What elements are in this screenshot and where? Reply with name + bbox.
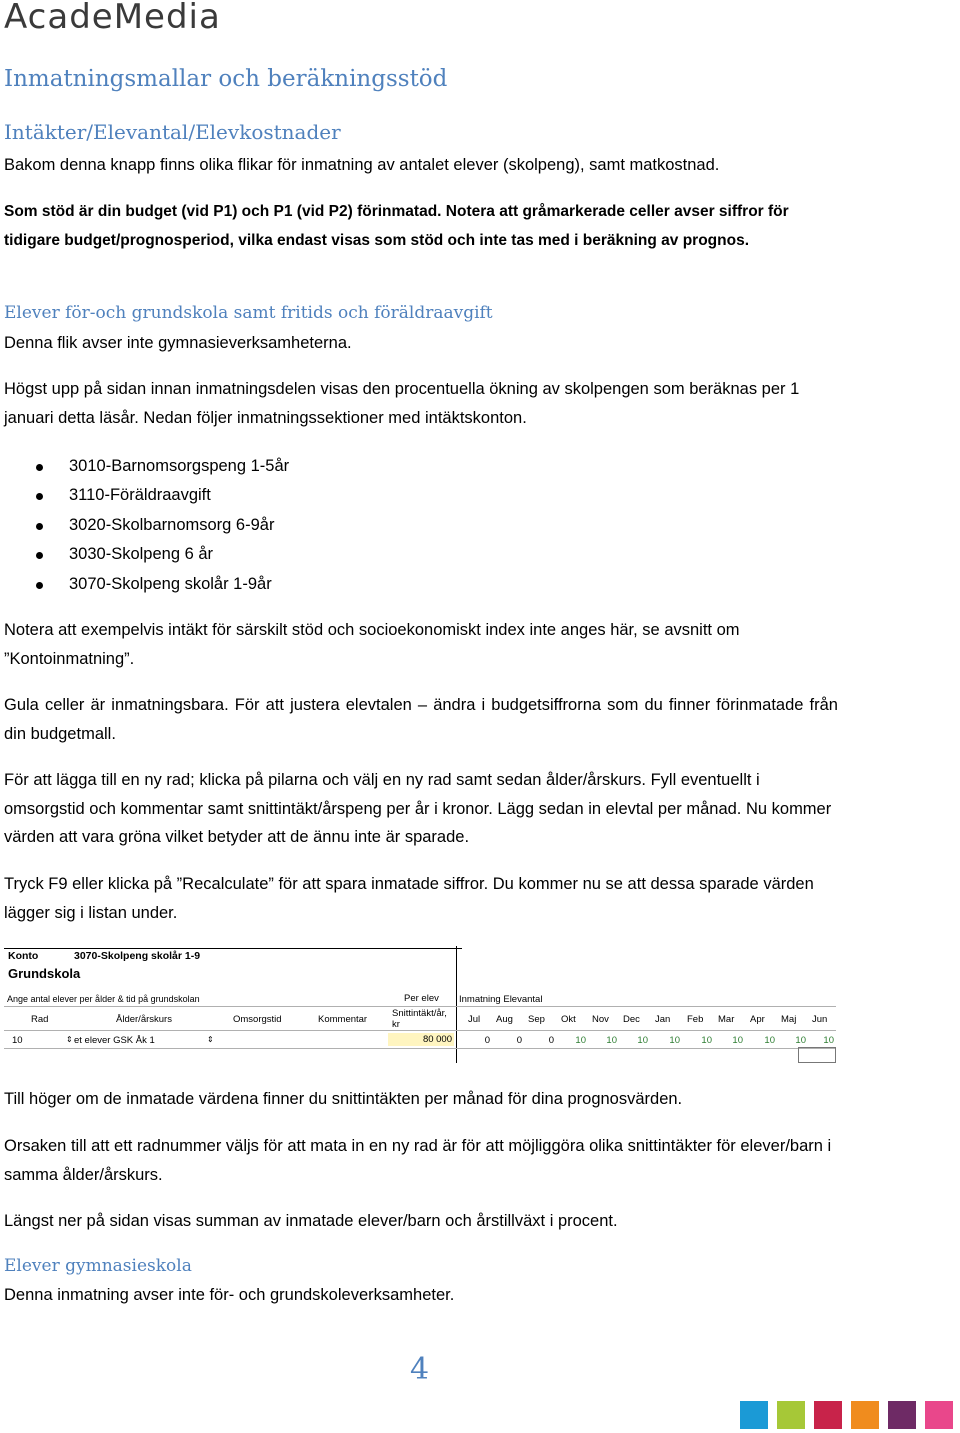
bullet-icon: [36, 523, 43, 530]
month-dec: Dec: [623, 1014, 640, 1025]
footer-color-square: [740, 1401, 768, 1429]
footer-color-square: [925, 1401, 953, 1429]
sheet-subheader: Ange antal elever per ålder & tid på grundskolan: [7, 994, 200, 1004]
row-jan[interactable]: 10: [669, 1035, 680, 1046]
page-title: Inmatningsmallar och beräkningsstöd: [4, 66, 448, 92]
spreadsheet-screenshot: [4, 946, 836, 1063]
col-kommentar: Kommentar: [318, 1014, 368, 1025]
footer-color-square: [851, 1401, 879, 1429]
month-okt: Okt: [561, 1014, 576, 1025]
paragraph-not-gymnasium: Denna flik avser inte gymnasieverksamheterna.: [4, 334, 352, 352]
bullet-icon: [36, 493, 43, 500]
month-jan: Jan: [655, 1014, 671, 1025]
paragraph-radnummer: Orsaken till att ett radnummer väljs för att mata in en ny rad är för att möjliggöra olika snittintäkter för elever/barn i samma ålder/årskurs.: [4, 1137, 832, 1184]
paragraph-snittintakt: Till höger om de inmatade värdena finner du snittintäkten per månad för dina prognosvärden.: [4, 1090, 683, 1108]
col-snitt: Snittintäkt/år, kr: [392, 1008, 447, 1030]
per-elev-header: Per elev: [404, 993, 439, 1004]
paragraph-recalculate: Tryck F9 eller klicka på ”Recalculate” för att spara inmatade siffror. Du kommer nu se att dessa sparade värden lägger sig i listan under.: [4, 875, 814, 922]
section-heading-intakter: Intäkter/Elevantal/Elevkostnader: [4, 120, 341, 144]
row-alder[interactable]: et elever GSK Åk 1: [74, 1035, 155, 1046]
academedia-logo: AcadeMedia: [4, 0, 221, 37]
account-list: [0, 452, 289, 599]
month-jul: Jul: [468, 1014, 481, 1025]
paragraph-gymnasium: Denna inmatning avser inte för- och grundskoleverksamheter.: [4, 1286, 455, 1304]
section-heading-gymnasieskola: Elever gymnasieskola: [4, 1256, 192, 1276]
row-okt[interactable]: 10: [575, 1035, 586, 1046]
paragraph-note-kontoinmatning: Notera att exempelvis intäkt för särskilt stöd och socioekonomiskt index inte anges här, se avsnitt om ”Kontoinmatning”.: [4, 621, 740, 668]
month-aug: Aug: [496, 1014, 513, 1025]
support-paragraph: Som stöd är din budget (vid P1) och P1 (vid P2) förinmatad. Notera att gråmarkerade celler avser siffror för tidigare budget/prognosperiod, vilka endast visas som stöd och inte tas med i beräkning av prognos.: [4, 203, 789, 249]
konto-value: 3070-Skolpeng skolår 1-9: [74, 950, 201, 962]
footer-color-square: [814, 1401, 842, 1429]
footer-color-square: [888, 1401, 916, 1429]
bullet-icon: [36, 552, 43, 559]
col-omsorg: Omsorgstid: [233, 1014, 282, 1025]
paragraph-yellow-cells: Gula celler är inmatningsbara. För att justera elevtalen – ändra i budgetsiffrorna som du finner förinmatade från din budgetmall.: [4, 696, 838, 743]
bullet-icon: [36, 464, 43, 471]
month-maj: Maj: [781, 1014, 797, 1025]
row-jul[interactable]: 0: [484, 1035, 490, 1046]
konto-label: Konto: [8, 950, 39, 962]
month-sep: Sep: [528, 1014, 545, 1025]
month-mar: Mar: [718, 1014, 735, 1025]
paragraph-skolpeng-increase: Högst upp på sidan innan inmatningsdelen visas den procentuella ökning av skolpengen som beräknas per 1 januari detta läsår. Nedan följer inmatningssektioner med intäktskonton.: [4, 380, 800, 427]
page-number: 4: [410, 1352, 430, 1387]
row-apr[interactable]: 10: [764, 1035, 775, 1046]
selected-cell[interactable]: [798, 1047, 836, 1063]
paragraph-summa: Längst ner på sidan visas summan av inmatade elever/barn och årstillväxt i procent.: [4, 1212, 618, 1230]
intro-paragraph: Bakom denna knapp finns olika flikar för inmatning av antalet elever (skolpeng), samt matkostnad.: [4, 156, 720, 174]
month-apr: Apr: [750, 1014, 765, 1025]
row-dec[interactable]: 10: [637, 1035, 648, 1046]
row-maj[interactable]: 10: [795, 1035, 806, 1046]
row-mar[interactable]: 10: [732, 1035, 743, 1046]
list-item: 3020-Skolbarnomsorg 6-9år: [0, 511, 289, 540]
row-jun[interactable]: 10: [823, 1035, 834, 1046]
list-item: 3030-Skolpeng 6 år: [0, 540, 289, 569]
footer-color-square: [777, 1401, 805, 1429]
list-item: 3010-Barnomsorgspeng 1-5år: [0, 452, 289, 481]
list-item: 3070-Skolpeng skolår 1-9år: [0, 570, 289, 599]
inmatning-header: Inmatning Elevantal: [459, 994, 543, 1005]
row-dropdown-icon[interactable]: ⇕: [207, 1035, 214, 1044]
section-heading-grundskola: Elever för-och grundskola samt fritids och föräldraavgift: [4, 303, 493, 323]
row-spinner-icon[interactable]: ⇕: [66, 1035, 73, 1044]
row-snitt[interactable]: 80 000: [388, 1033, 454, 1046]
month-jun: Jun: [812, 1014, 828, 1025]
row-aug[interactable]: 0: [516, 1035, 522, 1046]
list-item: 3110-Föräldraavgift: [0, 481, 289, 510]
bullet-icon: [36, 582, 43, 589]
month-nov: Nov: [592, 1014, 609, 1025]
col-rad: Rad: [31, 1014, 49, 1025]
paragraph-add-row: För att lägga till en ny rad; klicka på pilarna och välj en ny rad samt sedan ålder/årskurs. Fyll eventuellt i omsorgstid och kommentar samt snittintäkt/årspeng per år i kronor. Lägg sedan in elevtal per månad. Nu kommer värden att vara gröna vilket betyder att de ännu inte är sparade.: [4, 771, 832, 846]
col-alder: Ålder/årskurs: [116, 1014, 172, 1025]
month-feb: Feb: [687, 1014, 704, 1025]
group-title: Grundskola: [8, 966, 81, 981]
row-rad[interactable]: 10: [12, 1035, 23, 1046]
row-feb[interactable]: 10: [701, 1035, 712, 1046]
row-nov[interactable]: 10: [606, 1035, 617, 1046]
row-sep[interactable]: 0: [548, 1035, 554, 1046]
